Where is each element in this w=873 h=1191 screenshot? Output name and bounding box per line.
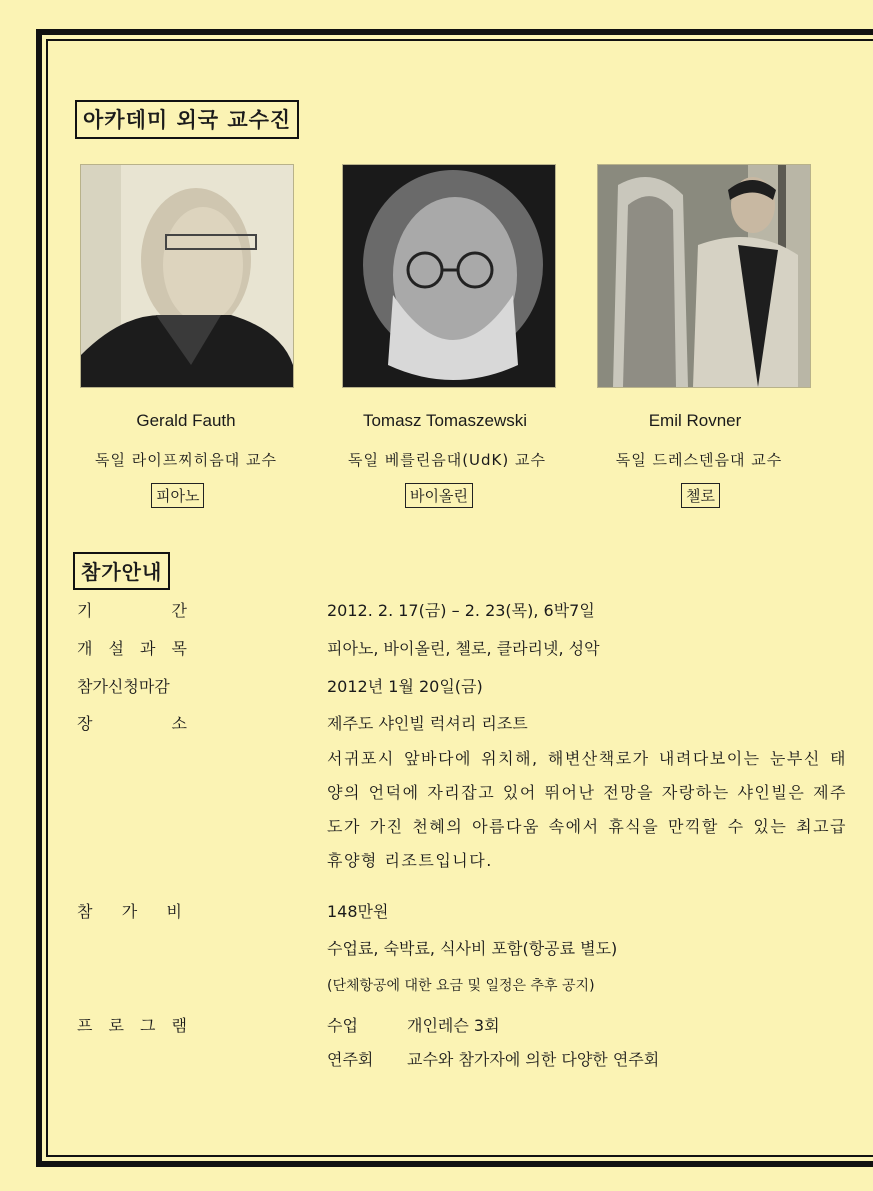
info-section-title: 참가안내 — [73, 552, 170, 590]
label-char: 목 — [171, 639, 187, 658]
label-char: 로 — [108, 1016, 124, 1035]
professor-instrument-tag: 피아노 — [151, 483, 204, 508]
professor-name: Emil Rovner — [648, 411, 742, 430]
deadline-value: 2012년 1월 20일(금) — [327, 677, 483, 696]
program-concert-head: 연주회 — [327, 1050, 374, 1069]
fee-label — [77, 899, 182, 922]
professor-affiliation: 독일 베를린음대(UdK) 교수 — [348, 451, 546, 469]
professor-instrument-tag: 바이올린 — [405, 483, 473, 508]
label-char: 개 — [77, 639, 93, 658]
professor-affiliation: 독일 드레스덴음대 교수 — [615, 451, 783, 469]
professor-photo-emil-rovner — [597, 164, 811, 388]
program-lesson-value: 개인레슨 3회 — [407, 1016, 500, 1035]
period-label — [77, 598, 187, 621]
professor-name: Gerald Fauth — [136, 411, 236, 430]
label-text: 참가신청마감 — [77, 677, 170, 696]
label-char: 설 — [108, 639, 124, 658]
venue-description: 서귀포시 앞바다에 위치해, 해변산책로가 내려다보이는 눈부신 태양의 언덕에 자리잡고 있어 뛰어난 전망을 자랑하는 샤인빌은 제주도가 가진 천혜의 아름다움 속에서 휴식을 만끽할 수 있는 최고급 휴양형 리조트입니다. — [327, 749, 847, 870]
label-char: 비 — [166, 902, 182, 921]
period-value: 2012. 2. 17(금) – 2. 23(목), 6박7일 — [327, 601, 595, 620]
courses-label — [77, 636, 187, 659]
fee-value: 148만원 — [327, 902, 389, 921]
label-char: 램 — [171, 1016, 187, 1035]
label-char: 프 — [77, 1016, 93, 1035]
deadline-label — [77, 674, 187, 697]
label-char: 참 — [77, 902, 93, 921]
fee-includes: 수업료, 숙박료, 식사비 포함(항공료 별도) — [327, 939, 618, 958]
label-char: 과 — [140, 639, 156, 658]
program-lesson-head: 수업 — [327, 1016, 358, 1035]
program-label — [77, 1013, 187, 1036]
professor-name: Tomasz Tomaszewski — [362, 411, 528, 430]
label-char: 기 — [77, 601, 93, 620]
faculty-section-title: 아카데미 외국 교수진 — [75, 100, 299, 139]
courses-value: 피아노, 바이올린, 첼로, 클라리넷, 성악 — [327, 639, 600, 658]
label-char: 간 — [171, 601, 187, 620]
label-char: 소 — [171, 714, 187, 733]
professor-instrument-tag: 첼로 — [681, 483, 720, 508]
program-concert-value: 교수와 참가자에 의한 다양한 연주회 — [407, 1050, 660, 1069]
program-lesson — [327, 1013, 500, 1036]
professor-photo-tomasz-tomaszewski — [342, 164, 556, 388]
venue-value: 제주도 샤인빌 럭셔리 리조트 — [327, 714, 528, 733]
venue-label — [77, 711, 187, 734]
program-concert — [327, 1047, 659, 1070]
professor-affiliation: 독일 라이프찌히음대 교수 — [95, 451, 277, 469]
fee-note: (단체항공에 대한 요금 및 일정은 추후 공지) — [327, 978, 595, 994]
label-char: 가 — [121, 902, 138, 921]
label-char: 그 — [140, 1016, 156, 1035]
label-char: 장 — [77, 714, 93, 733]
professor-photo-gerald-fauth — [80, 164, 294, 388]
